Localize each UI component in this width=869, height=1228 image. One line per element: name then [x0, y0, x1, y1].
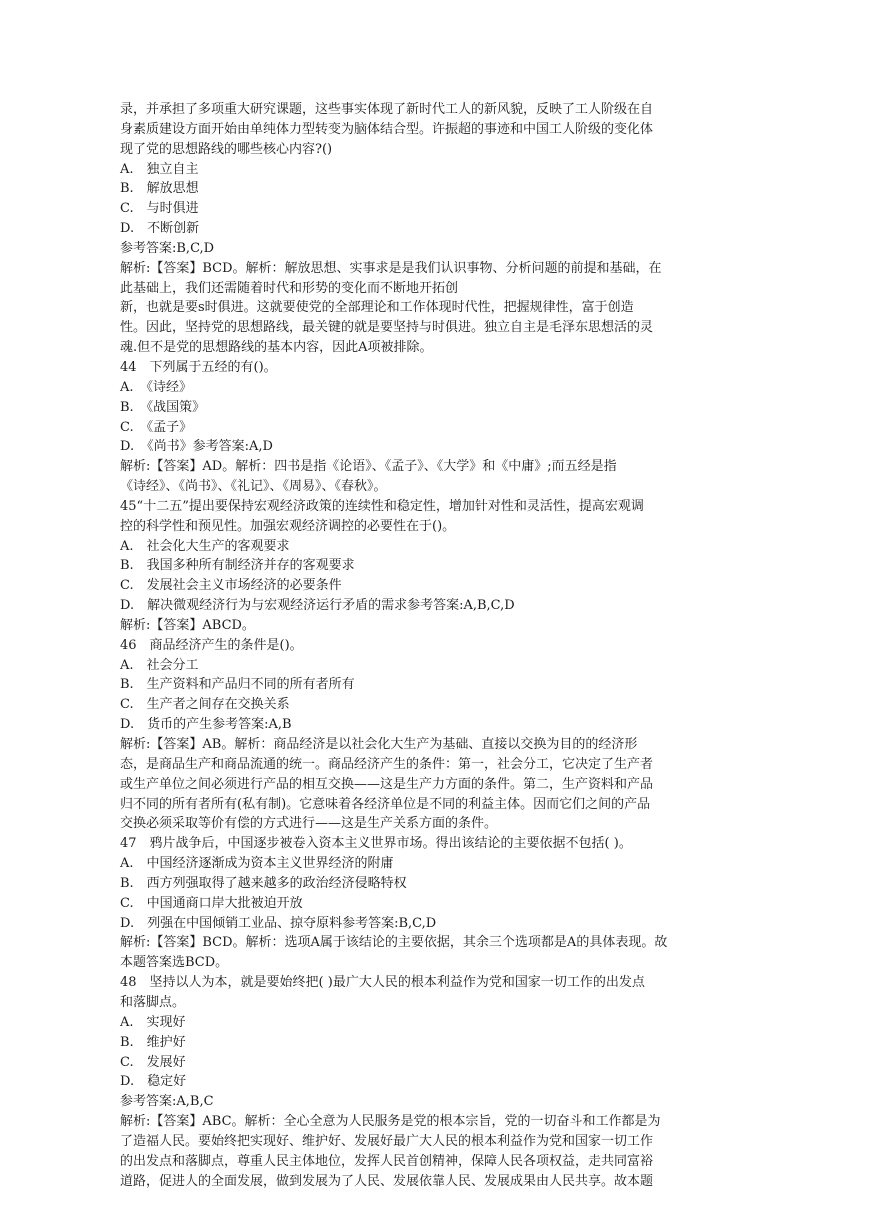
text-line: 解析:【答案】BCD。解析：选项A属于该结论的主要依据，其余三个选项都是A的具体表现。故: [120, 935, 668, 951]
text-line: 解析:【答案】AD。解析：四书是指《论语》、《孟子》、《大学》和《中庸》;而五经是指: [120, 459, 617, 475]
text-line: C. 中国通商口岸大批被迫开放: [120, 895, 303, 911]
text-line: 的出发点和落脚点，尊重人民主体地位，发挥人民首创精神，保障人民各项权益，走共同富裕: [120, 1153, 654, 1169]
text-line: B. 我国多种所有制经济并存的客观要求: [120, 558, 355, 574]
text-line: D. 《尚书》参考答案:A,D: [120, 439, 273, 455]
text-line: 《诗经》、《尚书》、《礼记》、《周易》、《春秋》。: [120, 479, 387, 495]
text-line: C. 发展好: [120, 1054, 186, 1070]
text-line: 本题答案选BCD。: [120, 955, 229, 971]
document-page: [120, 100, 760, 1191]
text-line: 归不同的所有者所有(私有制)。它意味着各经济单位是不同的利益主体。因而它们之间的产品: [120, 796, 651, 812]
text-line: 解析:【答案】BCD。解析：解放思想、实事求是是我们认识事物、分析问题的前提和基础，在: [120, 260, 662, 276]
text-line: 或生产单位之间必须进行产品的相互交换——这是生产力方面的条件。第二，生产资料和产品: [120, 776, 654, 792]
text-line: D. 稳定好: [120, 1074, 187, 1090]
text-line: A. 社会分工: [120, 657, 199, 673]
text-line: 现了党的思想路线的哪些核心内容?(): [120, 141, 333, 157]
text-line: B. 《战国策》: [120, 399, 206, 415]
text-line: C. 发展社会主义市场经济的必要条件: [120, 578, 342, 594]
text-line: 此基础上，我们还需随着时代和形势的变化而不断地开拓创: [120, 280, 459, 296]
text-line: 和落脚点。: [120, 994, 186, 1010]
text-line: 解析:【答案】AB。解析：商品经济是以社会化大生产为基础、直接以交换为目的的经济形: [120, 737, 638, 752]
text-line: 性。因此，坚持党的思想路线，最关键的就是要坚持与时俱进。独立自主是毛泽东思想活的灵: [120, 320, 654, 336]
text-line: 44 下列属于五经的有()。: [120, 359, 277, 375]
text-line: 48 坚持以人为本，就是要始终把( )最广大人民的根本利益作为党和国家一切工作的出发点: [120, 975, 645, 991]
text-line: 身素质建设方面开始由单纯体力型转变为脑体结合型。许振超的事迹和中国工人阶级的变化体: [120, 121, 654, 137]
text-line: C. 生产者之间存在交换关系: [120, 697, 290, 713]
text-line: A. 独立自主: [120, 161, 199, 177]
text-line: A. 社会化大生产的客观要求: [120, 538, 290, 554]
text-line: C. 与时俱进: [120, 201, 199, 217]
text-line: 解析:【答案】ABCD。: [120, 617, 255, 633]
text-line: D. 不断创新: [120, 221, 200, 237]
text-line: A. 实现好: [120, 1014, 186, 1030]
text-line: 控的科学性和预见性。加强宏观经济调控的必要性在于()。: [120, 518, 456, 534]
text-line: 参考答案:B,C,D: [120, 240, 215, 256]
text-line: 态，是商品生产和商品流通的统一。商品经济产生的条件：第一，社会分工，它决定了生产者: [120, 756, 654, 772]
text-line: D. 解决微观经济行为与宏观经济运行矛盾的需求参考答案:A,B,C,D: [120, 598, 515, 614]
text-line: D. 货币的产生参考答案:A,B: [120, 717, 292, 733]
text-line: B. 解放思想: [120, 181, 199, 197]
text-line: A. 中国经济逐渐成为资本主义世界经济的附庸: [120, 856, 394, 872]
text-line: 45“十二五”提出要保持宏观经济政策的连续性和稳定性，增加针对性和灵活性，提高宏观调: [120, 498, 644, 514]
text-line: D. 列强在中国倾销工业品、掠夺原料参考答案:B,C,D: [120, 915, 437, 931]
text-line: B. 西方列强取得了越来越多的政治经济侵略特权: [120, 875, 407, 891]
text-line: 参考答案:A,B,C: [120, 1094, 214, 1110]
text-line: 46 商品经济产生的条件是()。: [120, 637, 303, 653]
text-line: 47 鸦片战争后，中国逐步被卷入资本主义世界市场。得出该结论的主要依据不包括( )。: [120, 836, 632, 852]
text-line: C. 《孟子》: [120, 419, 193, 435]
text-line: 道路，促进人的全面发展，做到发展为了人民、发展依靠人民、发展成果由人民共享。故本题: [120, 1173, 654, 1189]
text-line: A. 《诗经》: [120, 379, 193, 395]
text-line: B. 维护好: [120, 1034, 186, 1050]
text-line: 了造福人民。要始终把实现好、维护好、发展好最广大人民的根本利益作为党和国家一切工作: [120, 1133, 654, 1149]
text-line: 录，并承担了多项重大研究课题，这些事实体现了新时代工人的新风貌，反映了工人阶级在自: [120, 102, 654, 117]
text-line: B. 生产资料和产品归不同的所有者所有: [120, 677, 355, 693]
text-line: 交换必须采取等价有偿的方式进行——这是生产关系方面的条件。: [120, 816, 498, 832]
text-line: 解析:【答案】ABC。解析：全心全意为人民服务是党的根本宗旨，党的一切奋斗和工作都是为: [120, 1114, 661, 1130]
text-line: 新，也就是要s时俱进。这就要使党的全部理论和工作体现时代性，把握规律性，富于创造: [120, 300, 634, 316]
text-line: 魂.但不是党的思想路线的基本内容，因此A项被排除。: [120, 340, 433, 356]
